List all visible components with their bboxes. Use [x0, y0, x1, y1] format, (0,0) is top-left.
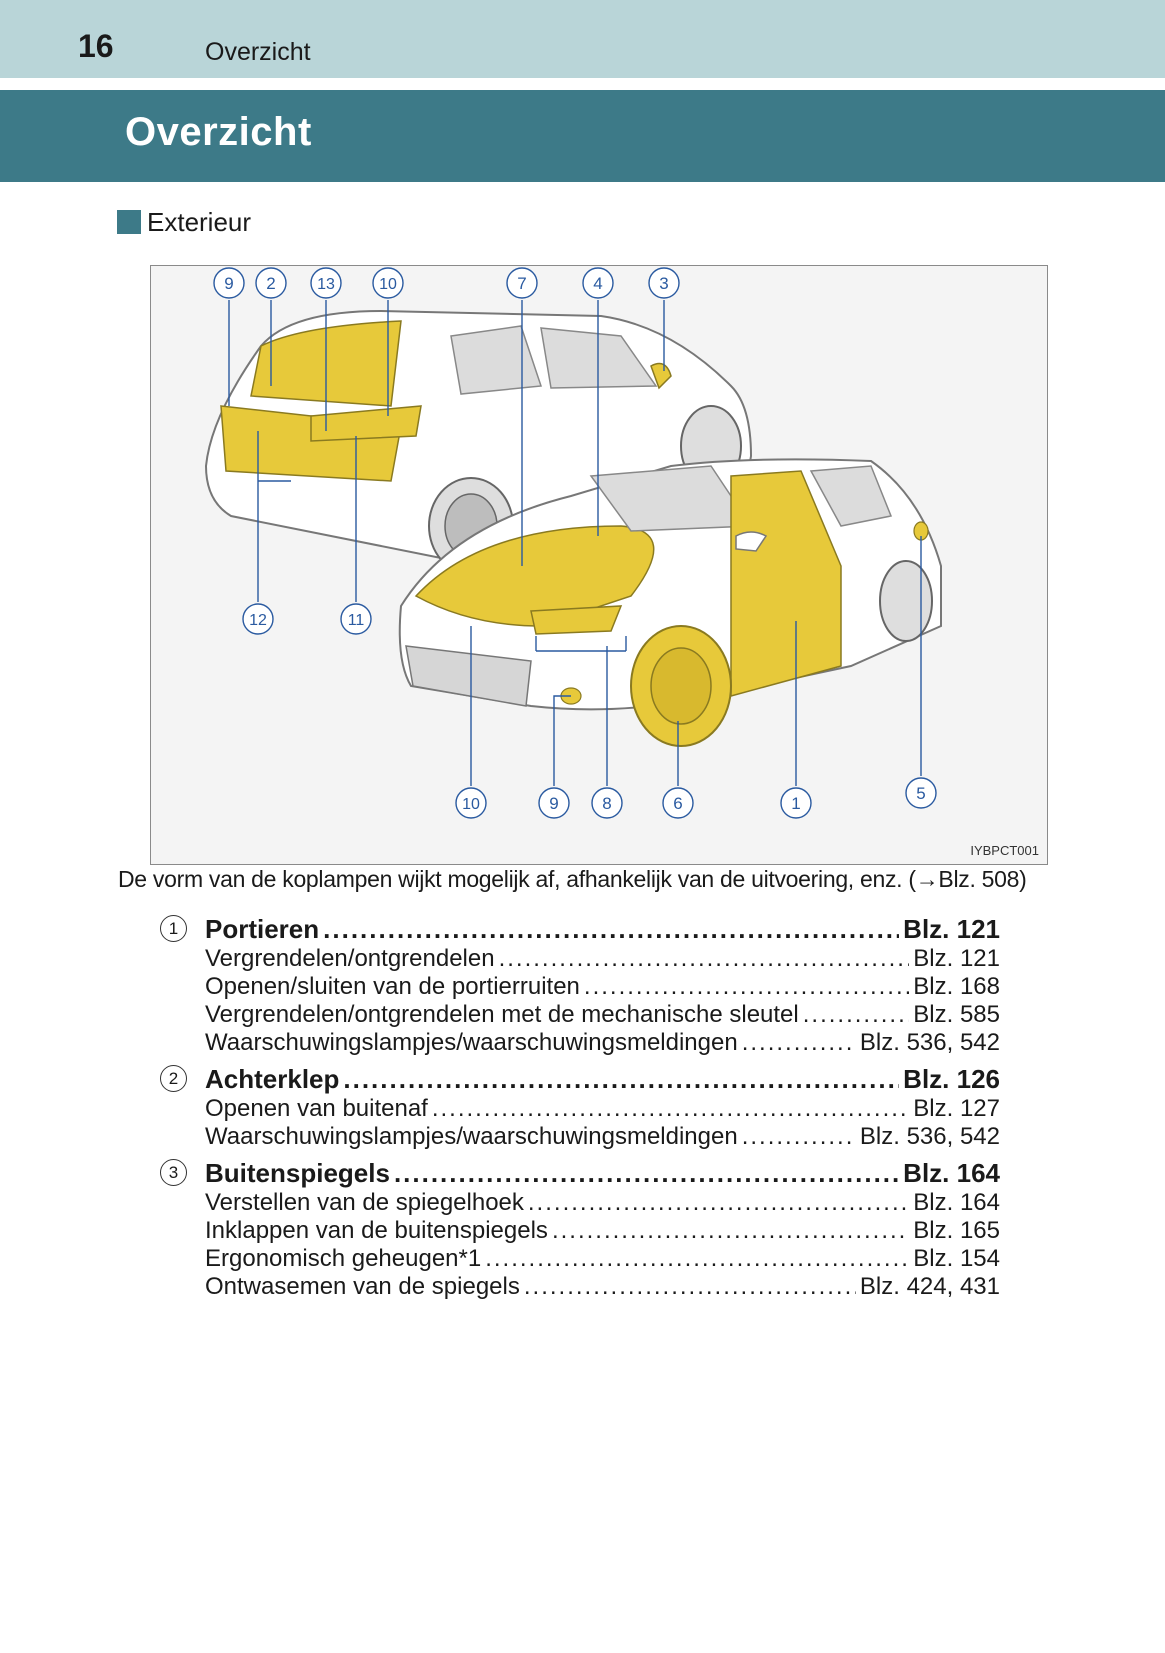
sub-item-text: Openen/sluiten van de portierruiten	[205, 973, 580, 1000]
leader-dots	[524, 1273, 856, 1301]
sub-item-text: Inklappen van de buitenspiegels	[205, 1217, 548, 1244]
item-number: 1	[160, 915, 187, 942]
entry-heading	[160, 1057, 1000, 1095]
svg-text:9: 9	[224, 274, 234, 293]
svg-text:4: 4	[593, 274, 603, 293]
leader-dots	[432, 1095, 909, 1123]
sub-item-text: Waarschuwingslampjes/waarschuwingsmeldingen	[205, 1123, 738, 1150]
callout-13	[311, 268, 341, 298]
leader-dots	[528, 1189, 909, 1217]
callout-3	[649, 268, 679, 298]
callout-7	[507, 268, 537, 298]
sub-item[interactable]	[205, 1217, 1000, 1245]
sub-item[interactable]	[205, 1095, 1000, 1123]
sub-item[interactable]	[205, 1273, 1000, 1301]
callout-8	[592, 788, 622, 818]
leader-dots	[499, 945, 910, 973]
svg-text:10: 10	[462, 796, 480, 813]
svg-text:10: 10	[379, 276, 397, 293]
entry-title-line[interactable]	[205, 1064, 1000, 1095]
svg-text:12: 12	[249, 612, 267, 629]
entry-heading	[160, 1151, 1000, 1189]
callout-9-top	[214, 268, 244, 298]
sub-item-page-ref: Blz. 424, 431	[859, 1273, 1000, 1300]
svg-text:7: 7	[517, 274, 527, 293]
entry-page-ref: Blz. 164	[903, 1158, 1000, 1188]
callout-5	[906, 778, 936, 808]
leader-dots	[742, 1123, 856, 1151]
svg-text:11: 11	[347, 612, 365, 629]
item-number: 2	[160, 1065, 187, 1092]
sub-item-page-ref: Blz. 536, 542	[859, 1029, 1000, 1056]
figure-caption: De vorm van de koplampen wijkt mogelijk af, afhankelijk van de uitvoering, enz. (→Blz. 508)	[118, 866, 1027, 892]
sub-item-text: Vergrendelen/ontgrendelen met de mechanische sleutel	[205, 1001, 799, 1028]
sub-item-text: Ontwasemen van de spiegels	[205, 1273, 520, 1300]
svg-text:2: 2	[266, 274, 276, 293]
sub-item[interactable]	[205, 1123, 1000, 1151]
list-item	[160, 907, 1000, 1057]
sub-item-text: Ergonomisch geheugen*1	[205, 1245, 482, 1272]
exterior-figure	[150, 265, 1048, 865]
page-number: 16	[78, 28, 114, 64]
sub-item[interactable]	[205, 945, 1000, 973]
sub-item-text: Waarschuwingslampjes/waarschuwingsmeldingen	[205, 1029, 738, 1056]
callout-9-bottom	[539, 788, 569, 818]
entry-heading	[160, 907, 1000, 945]
leader-dots	[323, 914, 899, 945]
entry-title: Achterklep	[205, 1064, 340, 1094]
leader-dots	[742, 1029, 856, 1057]
sub-item-text: Verstellen van de spiegelhoek	[205, 1189, 524, 1216]
sub-item[interactable]	[205, 1189, 1000, 1217]
car-illustration	[151, 266, 1047, 864]
svg-text:8: 8	[602, 794, 612, 813]
section-marker-icon	[117, 210, 141, 234]
reference-list	[160, 907, 1000, 1301]
sub-item[interactable]	[205, 1029, 1000, 1057]
entry-title-line[interactable]	[205, 1158, 1000, 1189]
callout-12	[243, 604, 273, 634]
leader-dots	[485, 1245, 909, 1273]
sub-item-page-ref: Blz. 127	[913, 1095, 1000, 1122]
page-title: Overzicht	[125, 110, 312, 154]
sub-item-page-ref: Blz. 168	[913, 973, 1000, 1000]
svg-text:3: 3	[659, 274, 669, 293]
svg-text:5: 5	[916, 784, 926, 803]
sub-item-text: Vergrendelen/ontgrendelen	[205, 945, 495, 972]
svg-text:6: 6	[673, 794, 683, 813]
leader-dots	[394, 1158, 899, 1189]
leader-dots	[552, 1217, 909, 1245]
figure-id: IYBPCT001	[970, 843, 1039, 858]
callout-4	[583, 268, 613, 298]
sub-item[interactable]	[205, 1245, 1000, 1273]
sub-item-text: Openen van buitenaf	[205, 1095, 428, 1122]
sub-item-page-ref: Blz. 536, 542	[859, 1123, 1000, 1150]
sub-item[interactable]	[205, 1001, 1000, 1029]
callout-6	[663, 788, 693, 818]
sub-item-page-ref: Blz. 154	[913, 1245, 1000, 1272]
svg-text:13: 13	[317, 276, 335, 293]
sub-item[interactable]	[205, 973, 1000, 1001]
entry-title-line[interactable]	[205, 914, 1000, 945]
header-band	[0, 0, 1165, 78]
sub-item-page-ref: Blz. 121	[913, 945, 1000, 972]
section-heading	[117, 205, 251, 239]
list-item	[160, 1057, 1000, 1151]
leader-dots	[343, 1064, 899, 1095]
callout-10-top	[373, 268, 403, 298]
entry-title: Buitenspiegels	[205, 1158, 390, 1188]
leader-dots	[584, 973, 909, 1001]
callout-11	[341, 604, 371, 634]
running-title: Overzicht	[205, 38, 311, 66]
callout-1	[781, 788, 811, 818]
sub-item-page-ref: Blz. 164	[913, 1189, 1000, 1216]
callout-2	[256, 268, 286, 298]
section-label: Exterieur	[147, 206, 252, 237]
sub-item-page-ref: Blz. 165	[913, 1217, 1000, 1244]
list-item	[160, 1151, 1000, 1301]
entry-title: Portieren	[205, 914, 320, 944]
item-number: 3	[160, 1159, 187, 1186]
svg-text:9: 9	[549, 794, 559, 813]
sub-item-page-ref: Blz. 585	[913, 1001, 1000, 1028]
svg-text:1: 1	[791, 794, 801, 813]
entry-page-ref: Blz. 126	[903, 1064, 1000, 1094]
entry-page-ref: Blz. 121	[903, 914, 1000, 944]
leader-dots	[803, 1001, 910, 1029]
callout-10-bottom	[456, 788, 486, 818]
